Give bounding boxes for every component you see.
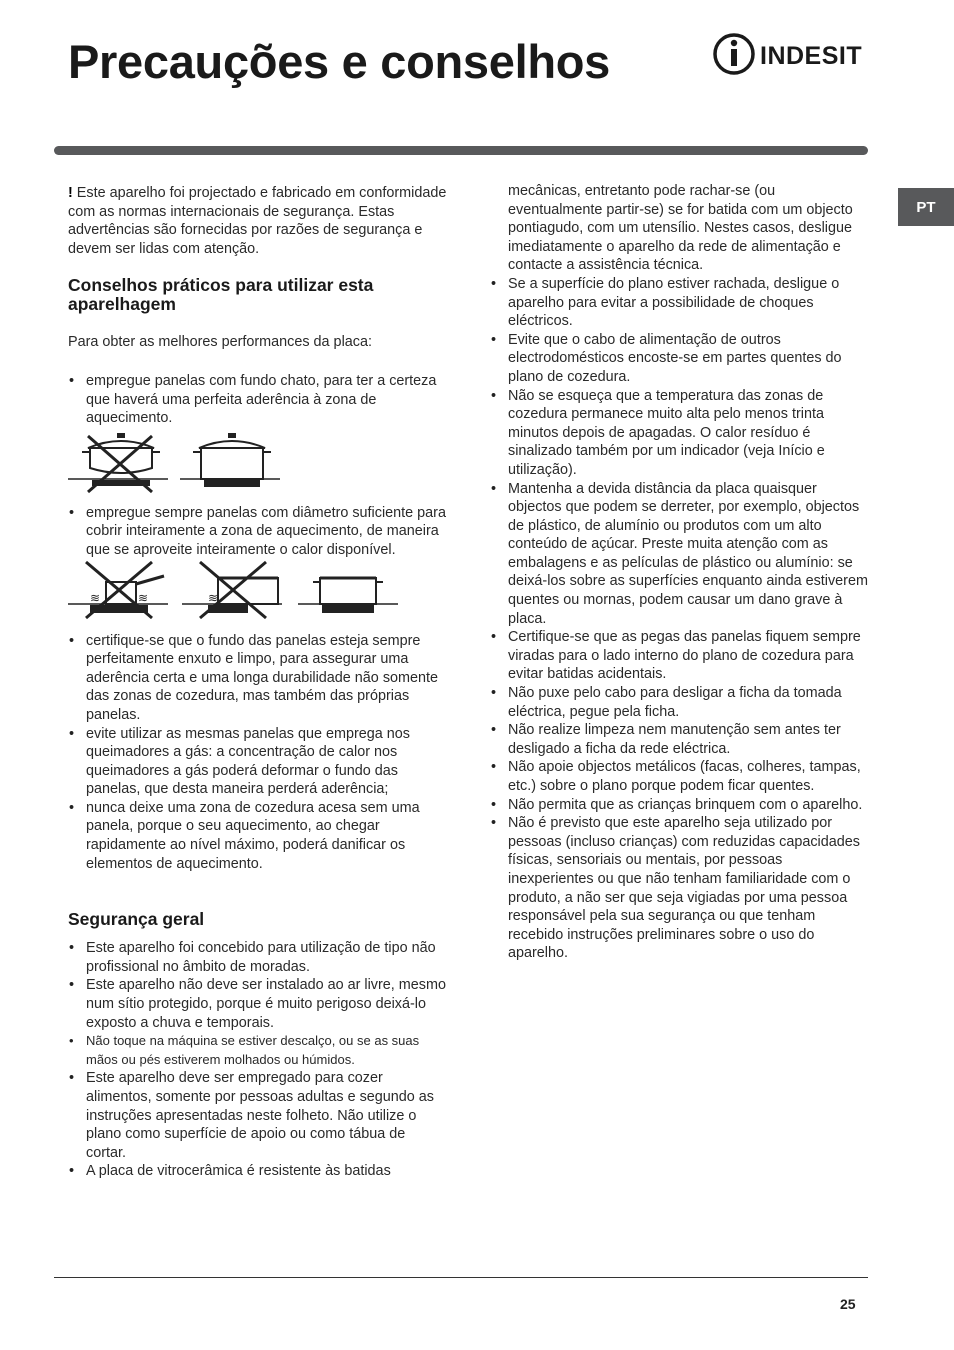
list-item: • empregue sempre panelas com diâmetro suficiente para cobrir inteiramente a zona de aquecimento, de maneira que se aproveite inteiramente o calor disponível. [68,504,448,560]
practical-heading: Conselhos práticos para utilizar esta aparelhagem [68,275,374,315]
svg-text:≋: ≋ [208,590,219,605]
list-item: • Não se esqueça que a temperatura das zonas de cozedura permanece muito alta pelo menos trinta minutos depois de apagadas. O calor resíduo é sinalizado também por um indicador (veja Início e utilização). [490,387,870,480]
practical-list-1 [68,372,448,428]
intro-text: Este aparelho foi projectado e fabricado em conformidade com as normas internacionais de segurança. Estas advertências são fornecidas por razões de segurança e devem ser lidas com atenção. [68,185,447,257]
safety-list-right [490,275,870,963]
brand-wordmark: INDESIT [760,42,863,70]
list-item: • empregue panelas com fundo chato, para ter a certeza que haverá uma perfeita aderência à zona de aquecimento. [68,372,448,428]
fitting-pan-ok-icon [298,578,398,613]
list-item: • Não apoie objectos metálicos (facas, colheres, tampas, etc.) sobre o plano porque podem ficar quentes. [490,758,870,795]
language-tab[interactable]: PT [898,188,954,226]
list-item: • evite utilizar as mesmas panelas que emprega nos queimadores a gás: a concentração de calor nos queimadores a gás poderá deformar o fundo das panelas, que desta maneira perderá aderência; [68,725,448,799]
list-item: • Mantenha a devida distância da placa quaisquer objectos que podem se derreter, por exemplo, objectos de plástico, de alumínio ou produtos com um alto conteúdo de açúcar. Preste muita atenção com as embalagens e as películas de plástico ou alumínio: se deixá-los sobre as superfícies enquanto ainda estiverem quentes ou mornas, podem causar um dano grave à placa. [490,480,870,629]
svg-text:≋: ≋ [90,590,101,605]
intro-paragraph [68,184,448,258]
list-item: • Este aparelho foi concebido para utilização de tipo não profissional no âmbito de moradas. [68,939,448,976]
list-item: • Certifique-se que as pegas das panelas fiquem sempre viradas para o lado interno do plano de cozedura para evitar batidas acidentais. [490,628,870,684]
list-item: • Este aparelho não deve ser instalado ao ar livre, mesmo num sítio protegido, porque é muito perigoso deixá-lo exposto a chuva e temporais. [68,976,448,1032]
wide-pan-crossed-icon [182,562,282,618]
warning-mark: ! [68,185,73,201]
left-column [68,184,448,1181]
flat-bottom-pan-figure [68,428,288,494]
small-pan-crossed-icon [68,562,168,618]
list-item: • Este aparelho deve ser empregado para cozer alimentos, somente por pessoas adultas e segundo as instruções apresentadas neste folheto. Não utilize o plano como superfície de apoio ou como tábua de cortar. [68,1069,448,1162]
pan-diameter-figure [68,560,408,620]
indesit-logo-icon [712,30,872,78]
right-column [490,182,870,963]
list-item: • Não puxe pelo cabo para desligar a ficha da tomada eléctrica, pegue pela ficha. [490,684,870,721]
list-item: • Não permita que as crianças brinquem com o aparelho. [490,796,870,815]
footer-rule [54,1277,868,1278]
continuation-text: mecânicas, entretanto pode rachar-se (ou eventualmente partir-se) se for batida com um objecto pontiagudo, com um utensílio. Nestes casos, desligue imediatamente o aparelho da rede de alimentação e contacte a assistência técnica. [508,183,853,274]
svg-text:≋: ≋ [138,590,149,605]
curved-pan-crossed-icon [68,433,168,492]
safety-list-left [68,939,448,1181]
practical-lead: Para obter as melhores performances da placa: [68,334,372,351]
list-item: • A placa de vitrocerâmica é resistente às batidas [68,1162,448,1181]
list-item: • Se a superfície do plano estiver rachada, desligue o aparelho para evitar a possibilidade de choques eléctricos. [490,275,870,331]
list-item: • Não é previsto que este aparelho seja utilizado por pessoas (incluso crianças) com reduzidas capacidades físicas, sensoriais ou mentais, por pessoas inexperientes ou que não tenham familiaridade com o produto, a não ser que seja vigiadas por uma pessoa responsável pela sua segurança ou que tenham recebido instruções preliminares sobre o uso do aparelho. [490,814,870,963]
list-item: • Não toque na máquina se estiver descalço, ou se as suas mãos ou pés estiverem molhados ou húmidos. [68,1032,448,1069]
practical-list-2 [68,504,448,560]
flat-pan-ok-icon [180,433,280,487]
list-item: • Não realize limpeza nem manutenção sem antes ter desligado a ficha da rede eléctrica. [490,721,870,758]
page-title: Precauções e conselhos [68,35,611,88]
safety-heading: Segurança geral [68,909,205,930]
list-item: • certifique-se que o fundo das panelas esteja sempre perfeitamente enxuto e limpo, para assegurar uma aderência certa e uma longa durabilidade não somente das zonas de cozedura, mas também das próprias panelas. [68,632,448,725]
practical-list-3 [68,632,448,874]
list-item: • nunca deixe uma zona de cozedura acesa sem uma panela, porque o seu aquecimento, ao chegar rapidamente ao nível máximo, poderá danificar os elementos de aquecimento. [68,799,448,873]
page-number: 25 [840,1296,856,1312]
header-rule [54,146,868,155]
list-item: • Evite que o cabo de alimentação de outros electrodomésticos encoste-se em partes quentes do plano de cozedura. [490,331,870,387]
